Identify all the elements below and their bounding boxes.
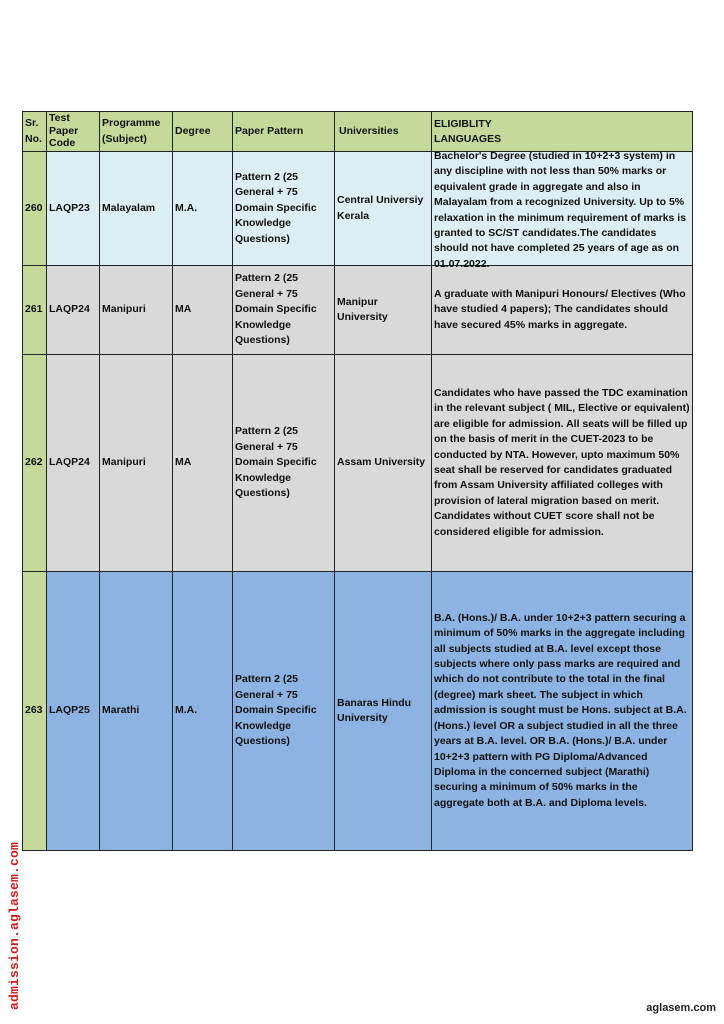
eligibility-text: Bachelor's Degree (studied in 10+2+3 system) in any discipline with not less than 50% marks or equivalent grade in aggregate and also in Malayalam from a recognized University. Up to 5% relaxation in the minimum requirement of marks is granted to SC/ST candidates.The candidates should not have completed 25 years of age as on 01.07.2022.: [434, 150, 687, 270]
table-header-row: [23, 112, 693, 152]
paper-pattern-cell: Pattern 2 (25 General + 75 Domain Specific Knowledge Questions): [233, 355, 335, 572]
table-row: [23, 572, 693, 851]
degree-cell: MA: [173, 266, 233, 355]
degree-cell: M.A.: [173, 572, 233, 851]
test-paper-code-cell: LAQP24: [47, 266, 100, 355]
eligibility-cell: [432, 150, 693, 270]
programme-cell: Marathi: [100, 572, 173, 851]
table-row: [23, 355, 693, 572]
header-eligibility-label: ELIGIBLITY: [434, 117, 492, 130]
test-paper-code-cell: LAQP25: [47, 572, 100, 851]
sr-no-cell: 263: [23, 572, 47, 851]
header-eligibility: [432, 112, 693, 152]
sr-no-cell: 261: [23, 266, 47, 355]
eligibility-cell: B.A. (Hons.)/ B.A. under 10+2+3 pattern securing a minimum of 50% marks in the aggregate including all subjects studied at B.A. level except those subjects where only pass marks are required and which do not contribute to the total in the final (degree) mark sheet. The subject in which admission is sought must be Hons. subject at B.A. (Hons.) level OR a subject studied in all the three years at B.A. level. OR B.A. (Hons.)/ B.A. under 10+2+3 pattern with PG Diploma/Advanced Diploma in the concerned subject (Marathi) securing a minimum of 50% marks in the aggregate both at B.A. and Diploma levels.: [432, 572, 693, 851]
programme-cell: Malayalam: [100, 152, 173, 266]
paper-pattern-cell: Pattern 2 (25 General + 75 Domain Specific Knowledge Questions): [233, 572, 335, 851]
university-cell: Manipur University: [335, 266, 432, 355]
table-row: [23, 266, 693, 355]
eligibility-table: [22, 111, 693, 851]
header-degree: Degree: [173, 112, 233, 152]
sr-no-cell: 260: [23, 152, 47, 266]
university-cell: Banaras Hindu University: [335, 572, 432, 851]
paper-pattern-cell: Pattern 2 (25 General + 75 Domain Specific Knowledge Questions): [233, 266, 335, 355]
test-paper-code-cell: LAQP23: [47, 152, 100, 266]
test-paper-code-cell: LAQP24: [47, 355, 100, 572]
university-cell: Central Universiy Kerala: [335, 152, 432, 266]
header-test-paper-code: Test Paper Code: [47, 112, 100, 152]
paper-pattern-cell: Pattern 2 (25 General + 75 Domain Specific Knowledge Questions): [233, 152, 335, 266]
eligibility-cell: Candidates who have passed the TDC examination in the relevant subject ( MIL, Elective or equivalent) are eligible for admission. All seats will be filled up on the basis of merit in the CUET-2023 to be conducted by NTA. However, upto maximum 50% seat shall be reserved for candidates graduated from Assam University affiliated colleges with provision of lateral migration based on merit. Candidates without CUET score shall not be considered eligible for admission.: [432, 355, 693, 572]
table-row: [23, 152, 693, 266]
university-cell: Assam University: [335, 355, 432, 572]
sr-no-cell: 262: [23, 355, 47, 572]
degree-cell: M.A.: [173, 152, 233, 266]
header-sr-no: Sr. No.: [23, 112, 47, 152]
side-watermark-url: admission.aglasem.com: [7, 841, 22, 1010]
header-paper-pattern: Paper Pattern: [233, 112, 335, 152]
footer-brand: aglasem.com: [646, 1002, 716, 1014]
header-programme: Programme (Subject): [100, 112, 173, 152]
programme-cell: Manipuri: [100, 355, 173, 572]
eligibility-cell: A graduate with Manipuri Honours/ Electives (Who have studied 4 papers); The candidates should have secured 45% marks in aggregate.: [432, 266, 693, 355]
degree-cell: MA: [173, 355, 233, 572]
header-languages-label: LANGUAGES: [434, 132, 502, 145]
header-universities: Universities: [335, 112, 432, 152]
programme-cell: Manipuri: [100, 266, 173, 355]
